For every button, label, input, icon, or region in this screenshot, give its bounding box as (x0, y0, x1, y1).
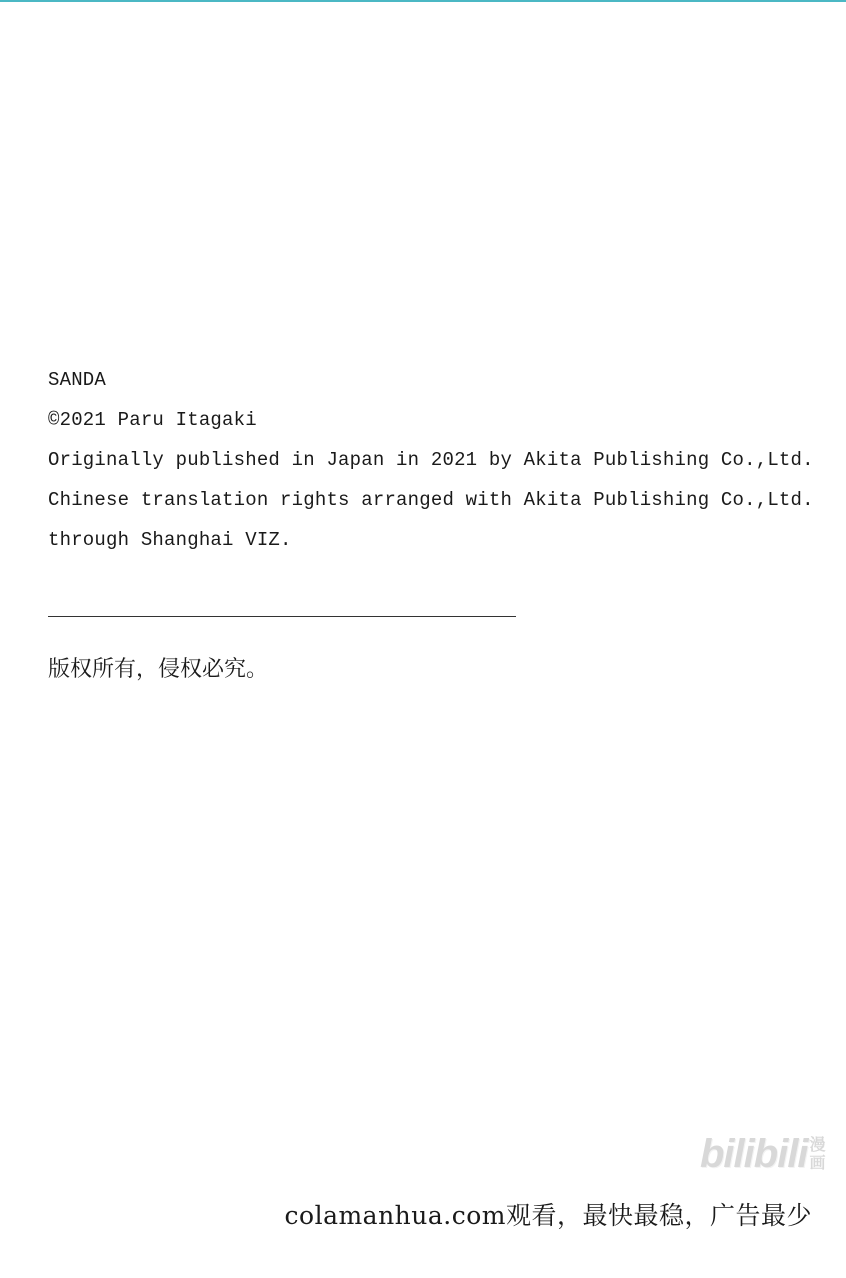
manga-logo-sub (810, 1136, 826, 1172)
credit-copyright: ©2021 Paru Itagaki (48, 409, 257, 431)
copyright-credits (48, 360, 814, 560)
footer-ad-text: colamanhua.com观看，最快最稳，广告最少 (284, 1201, 812, 1230)
credit-agency: through Shanghai VIZ. (48, 529, 292, 551)
credit-title: SANDA (48, 369, 107, 391)
rights-reserved-notice: 版权所有，侵权必究。 (48, 657, 269, 682)
bilibili-manga-watermark-logo (700, 1128, 826, 1180)
top-border-line (0, 0, 846, 2)
manga-logo-char-2: 画 (809, 1153, 826, 1172)
divider-line (48, 616, 516, 617)
manga-logo-char-1: 漫 (809, 1135, 826, 1154)
bilibili-logo-text: bilibili (700, 1131, 808, 1176)
credit-translation-rights: Chinese translation rights arranged with Akita Publishing Co.,Ltd. (48, 489, 814, 511)
credit-original-publication: Originally published in Japan in 2021 by Akita Publishing Co.,Ltd. (48, 449, 814, 471)
